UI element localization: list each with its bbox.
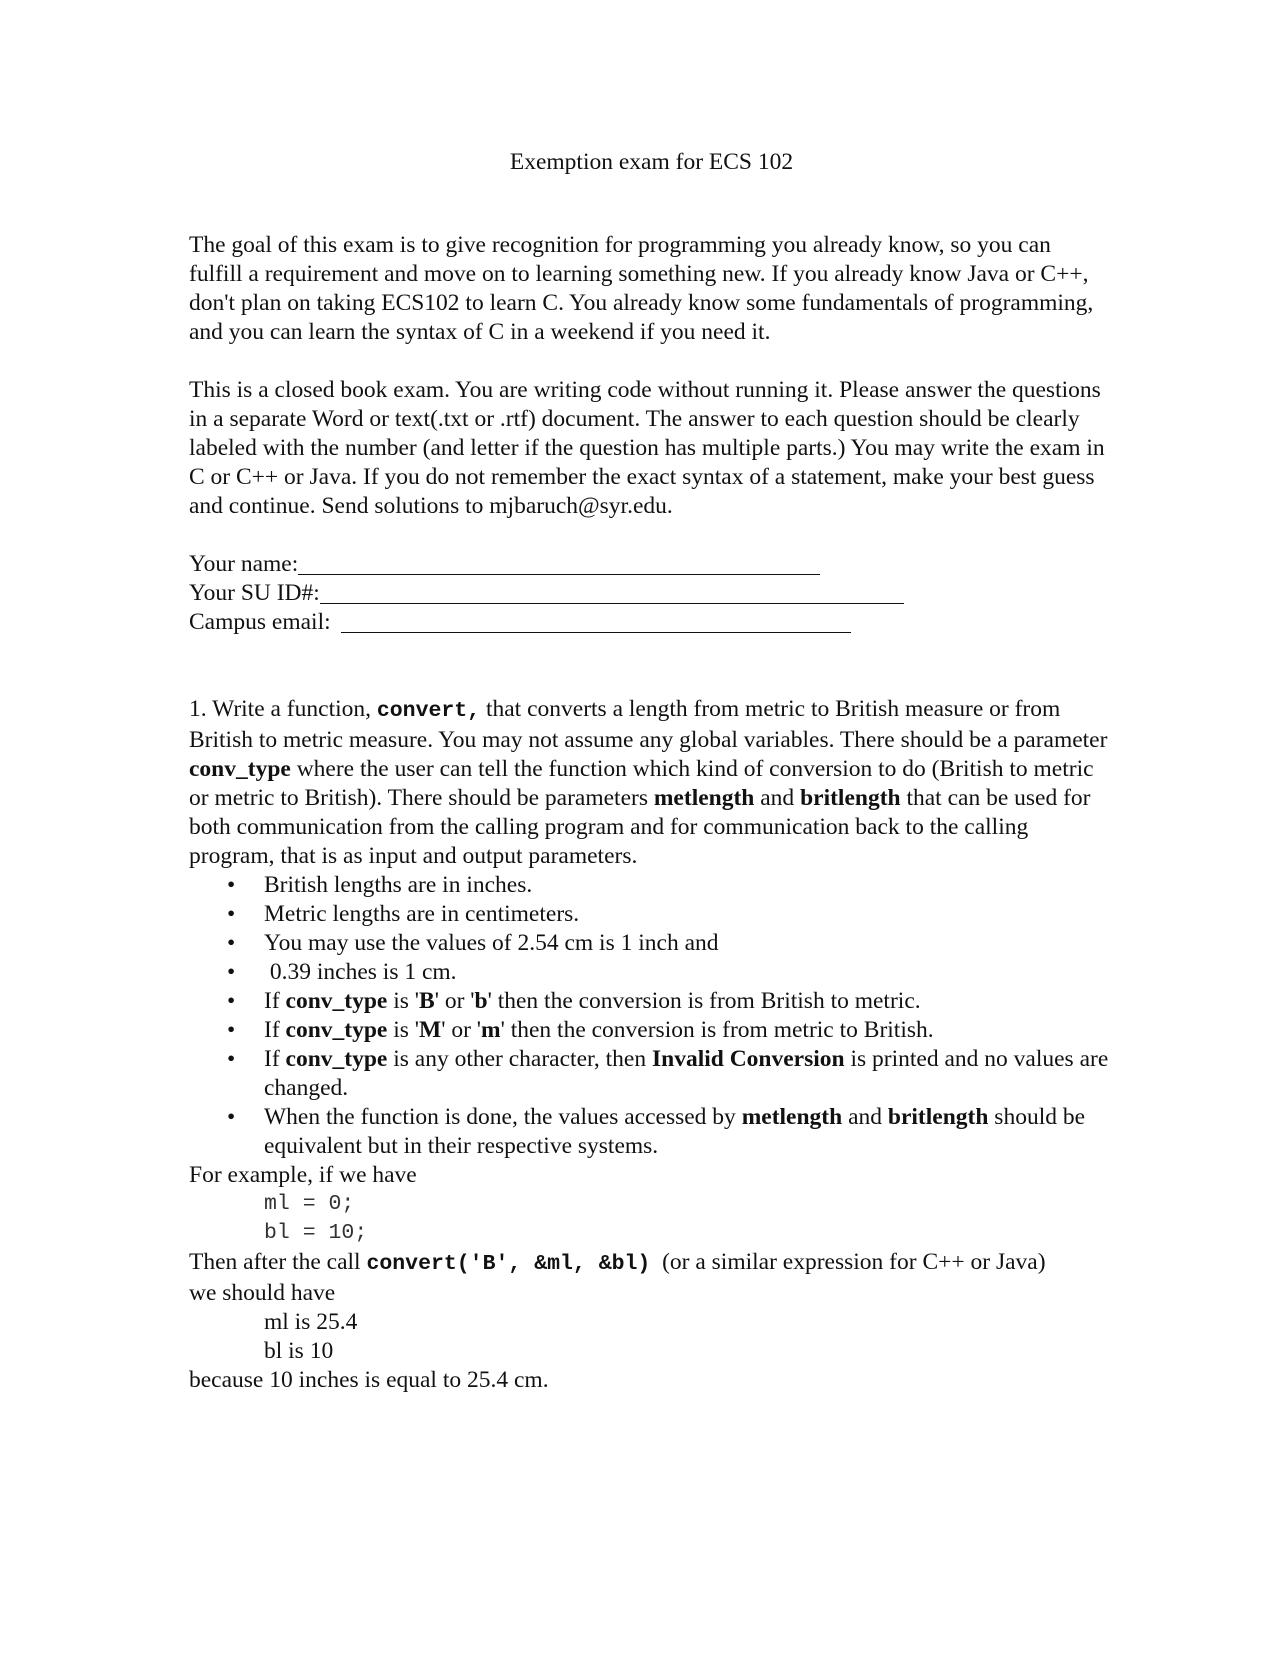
requirements-list (189, 871, 1109, 1161)
exam-title: Exemption exam for ECS 102 (509, 149, 794, 175)
intro-paragraph-1: The goal of this exam is to give recognition for programming you already know, so you can fulfill a requirement and move on to learning something new. If you already know Java or C++, don't plan on taking ECS102 to learn C. You already know some fundamentals of programming, and you can learn the syntax of C in a weekend if you need it. (189, 232, 1094, 345)
code-line-bl: bl = 10; (264, 1221, 368, 1245)
q1-text-3: and (754, 785, 801, 811)
q1-lead: 1. Write a function, (189, 696, 377, 722)
q1-metlength: metlength (653, 785, 755, 811)
call-sentence: Then after the call convert('B', &ml, &bl) (or a similar expression for C++ or Java) (189, 1249, 1046, 1276)
call-expression: convert('B', &ml, &bl) (366, 1252, 651, 1276)
list-item: • If conv_type is 'B' or 'b' then the conversion is from British to metric. (227, 988, 921, 1014)
intro-paragraph-2: This is a closed book exam. You are writing code without running it. Please answer the questions in a separate Word or text(.txt or .rtf) document. The answer to each question should be clearly labeled with the number (and letter if the question has multiple parts.) You may write the exam in C or C++ or Java. If you do not remember the exact syntax of a statement, make your best guess and continue. Send solutions to mjbaruch@syr.edu. (189, 377, 1105, 519)
list-item: • If conv_type is 'M' or 'm' then the conversion is from metric to British. (227, 1017, 934, 1043)
list-item: • British lengths are in inches. (227, 872, 533, 898)
list-item: • Metric lengths are in centimeters. (227, 901, 580, 927)
q1-text-2: where the user can tell the function which kind of conversion to do (British to metric or metric to British). There should be parameters (189, 756, 1094, 811)
list-item: • You may use the values of 2.54 cm is 1 inch and (227, 930, 719, 956)
name-label: Your name: (189, 551, 299, 577)
q1-text-1: that converts a length from metric to British measure or from British to metric measure. You may not assume any global variables. There should be a parameter (189, 696, 1108, 753)
q1-britlength: britlength (800, 785, 901, 811)
result-ml: ml is 25.4 (264, 1309, 358, 1335)
email-label: Campus email: (189, 609, 331, 635)
result-bl: bl is 10 (264, 1338, 334, 1364)
question-1-text (189, 695, 1109, 871)
id-field-row (189, 579, 1109, 608)
exam-page (189, 148, 1109, 1395)
id-blank-line (320, 581, 904, 604)
example-intro: For example, if we have (189, 1162, 417, 1188)
code-line-ml: ml = 0; (264, 1192, 355, 1216)
q1-conv-type: conv_type (189, 756, 291, 782)
list-item: • If conv_type is any other character, then Invalid Conversion is printed and no values are changed. (227, 1046, 1109, 1101)
list-item: • 0.39 inches is 1 cm. (227, 959, 457, 985)
q1-function-name: convert, (376, 699, 481, 723)
id-label: Your SU ID#: (189, 580, 320, 606)
list-item: • When the function is done, the values accessed by metlength and britlength should be equivalent but in their respective systems. (227, 1104, 1086, 1159)
q1-text-4: that can be used for both communication from the calling program and for communication back to the calling program, that is as input and output parameters. (189, 785, 1091, 869)
name-field-row (189, 550, 1109, 579)
email-field-row (189, 608, 1109, 637)
result-intro: we should have (189, 1280, 336, 1306)
email-blank-line (341, 610, 851, 633)
student-info-fields (189, 550, 1109, 637)
explanation: because 10 inches is equal to 25.4 cm. (189, 1367, 549, 1393)
name-blank-line (298, 552, 820, 575)
